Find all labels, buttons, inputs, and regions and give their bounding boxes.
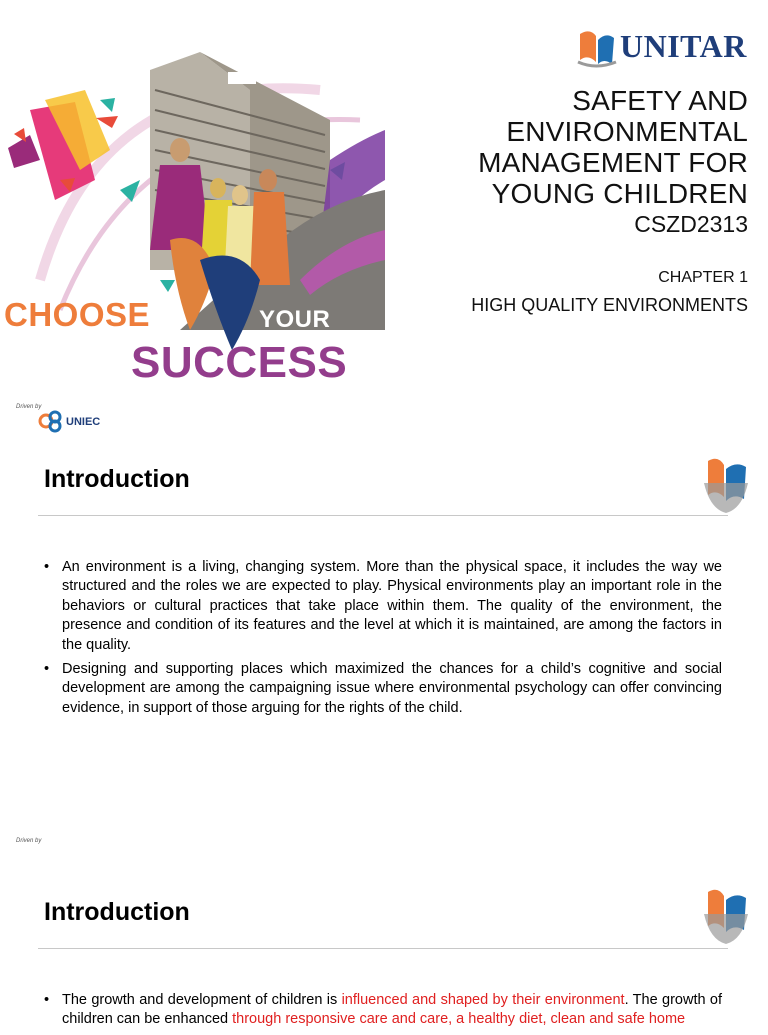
introduction-slide-1	[0, 433, 768, 843]
title-line-4: YOUNG CHILDREN	[491, 178, 748, 209]
bullet-list	[44, 991, 722, 1035]
title-divider	[38, 948, 728, 949]
unitar-wordmark: UNITAR	[620, 28, 747, 64]
unitar-book-logo-icon	[700, 888, 752, 946]
list-item: • Designing and supporting places which maximized the chances for a child’s cognitive and social development are among the campaigning issue where environmental psychology can offer convincing evidence, in support of those arguing for the rights of the child.	[44, 661, 722, 716]
driven-by-label: Driven by	[16, 838, 42, 844]
section-title: Introduction	[44, 465, 190, 493]
highlighted-text: through responsive care and care, a healthy diet, clean and safe home	[232, 1011, 686, 1028]
bullet-list	[44, 558, 722, 723]
list-item: • An environment is a living, changing system. More than the physical space, it includes the way we structured and the roles we are expected to play. Physical environments play an important role in the behaviors or cultural practices that take place within them. The quality of the environment, the presence and condition of its features and the level at which it is maintained, are among the factors in the quality.	[44, 559, 722, 653]
slogan-your: YOUR	[259, 306, 331, 333]
list-item: • The growth and development of children is influenced and shaped by their environment. The growth of children can be enhanced through responsive care and care, a healthy diet, clean and safe home	[44, 992, 723, 1028]
title-line-3: MANAGEMENT FOR	[478, 147, 748, 178]
unitar-book-logo-icon	[700, 457, 752, 515]
title-divider	[38, 515, 728, 516]
title-line-1: SAFETY AND	[572, 85, 748, 116]
uniec-logo-icon	[38, 410, 66, 432]
course-title	[478, 85, 748, 239]
title-line-2: ENVIRONMENTAL	[506, 116, 748, 147]
course-code: CSZD2313	[634, 211, 748, 237]
introduction-slide-2	[0, 844, 768, 1028]
chapter-label: CHAPTER 1	[658, 269, 748, 286]
highlighted-text: influenced and shaped by their environment	[341, 992, 625, 1008]
title-slide	[0, 0, 768, 432]
chapter-title: HIGH QUALITY ENVIRONMENTS	[471, 295, 748, 315]
slogan-success: SUCCESS	[131, 338, 348, 387]
driven-by-label: Driven by	[16, 404, 42, 410]
cover-illustration	[0, 30, 400, 390]
section-title: Introduction	[44, 898, 190, 926]
slogan-choose: CHOOSE	[4, 296, 151, 333]
uniec-wordmark: UNIEC	[66, 416, 101, 428]
